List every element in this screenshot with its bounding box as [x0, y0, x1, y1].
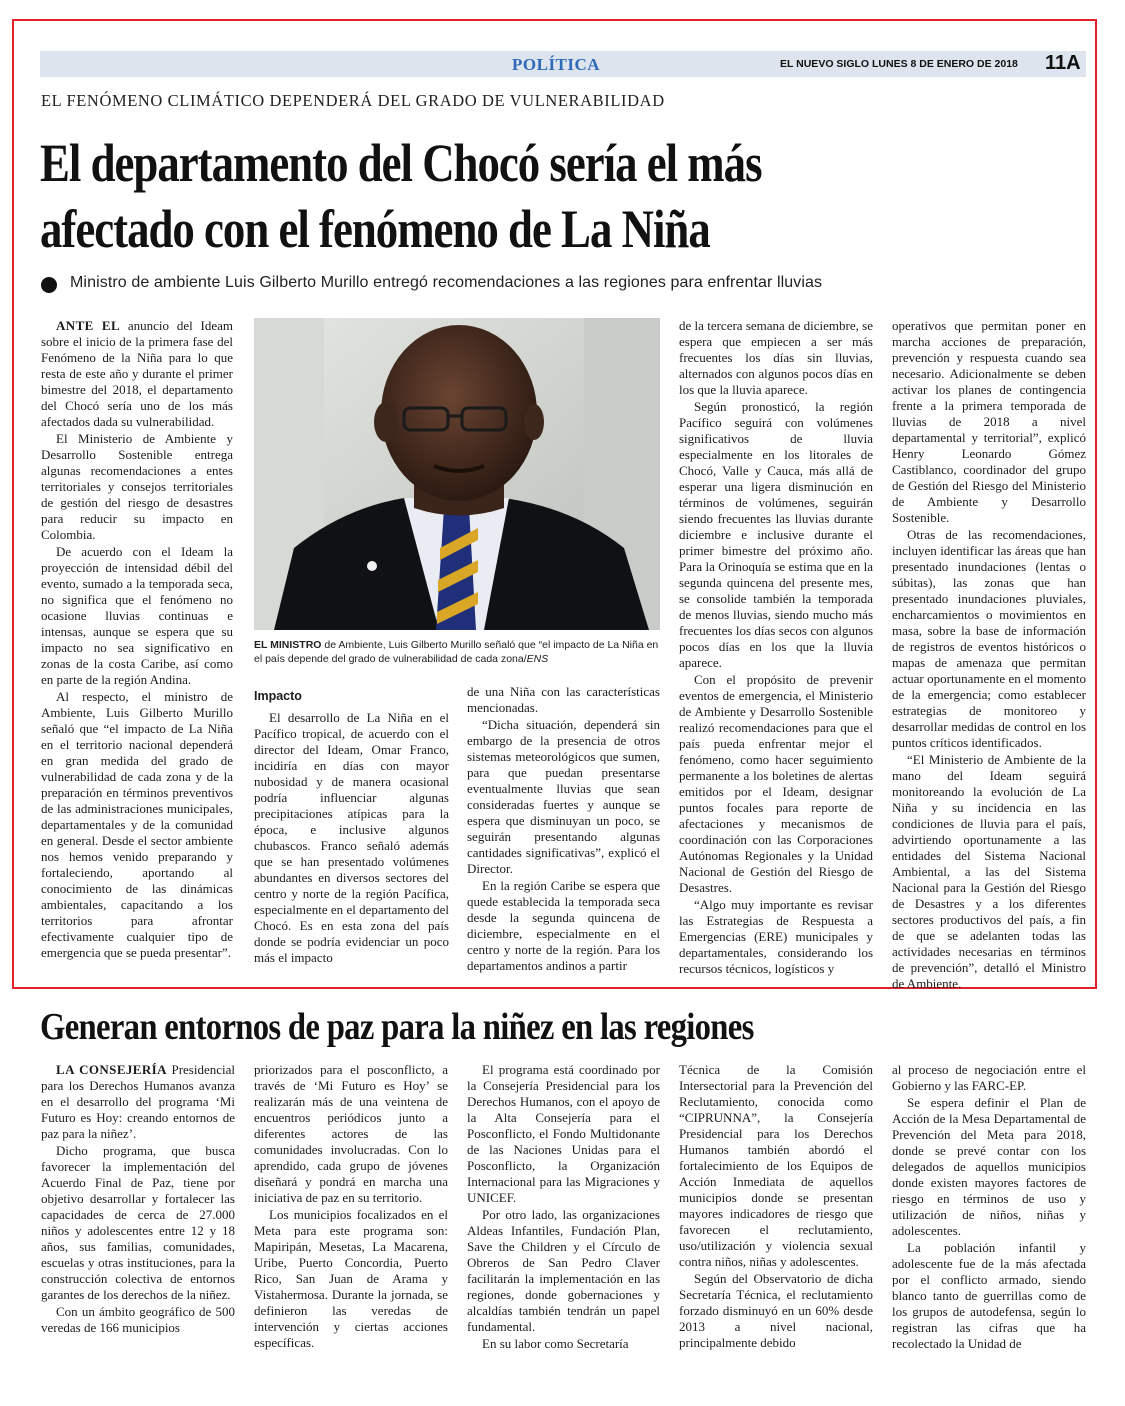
paragraph: De acuerdo con el Ideam la proyección de intensidad débil del evento, sumado a la temporada seca, no significa que el fenómeno no ocasione lluvias continuas e intensas, aunque se espera que su impacto no sea significativo en zonas de la costa Caribe, así como en parte de la región Andina.	[41, 544, 233, 687]
article2-headline: Generan entornos de paz para la niñez en las regiones	[40, 1006, 754, 1048]
article2-column-1	[41, 1062, 235, 1337]
paragraph: “Dicha situación, dependerá sin embargo de la presencia de otros sistemas meteorológicos que sumen, para que puedan presentarse eventualmente lluvias que sean consideradas fuertes y aunque se espera que disminuyan un poco, se seguirán presentando algunas cantidades significativas”, explicó el Director.	[467, 717, 660, 876]
article1-column-1	[41, 318, 233, 962]
paragraph: de la tercera semana de diciembre, se espera que empiecen a ser más frecuentes los días sin lluvias, alternados con algunos pocos días en los que la lluvia aparece.	[679, 318, 873, 397]
bullet-icon	[41, 277, 57, 293]
paragraph: de una Niña con las características mencionadas.	[467, 684, 660, 715]
paragraph: Se espera definir el Plan de Acción de la Mesa Departamental de Prevención del Meta para 2018, donde se prevé contar con los delegados de aquellos municipios donde existen mayores factores de riesgo en términos de uso y utilización de niños, niñas y adolescentes.	[892, 1095, 1086, 1238]
subheading: Impacto	[254, 689, 302, 703]
article1-column-5	[892, 318, 1086, 993]
article-kicker: EL FENÓMENO CLIMÁTICO DEPENDERÁ DEL GRADO DE VULNERABILIDAD	[41, 91, 665, 110]
article1-column-2	[254, 684, 449, 967]
publication-dateline: EL NUEVO SIGLO LUNES 8 DE ENERO DE 2018	[780, 58, 1018, 70]
paragraph: operativos que permitan poner en marcha acciones de preparación, prevención y respuesta cuando sea necesario. Adicionalmente se deben activar los planes de contingencia frente a la primera temporada de lluvias de 2018 a nivel departamental y territorial”, explicó Henry Leonardo Gómez Castiblanco, coordinador del grupo de Gestión del Riesgo del Ministerio de Ambiente y Desarrollo Sostenible.	[892, 318, 1086, 525]
lead-in: LA CONSEJERÍA	[56, 1062, 167, 1077]
paragraph: Por otro lado, las organizaciones Aldeas Infantiles, Fundación Plan, Save the Children y el Círculo de Obreros de San Pedro Claver facilitarán la implementación en las regiones, donde gobernaciones y alcaldías también tendrán un papel fundamental.	[467, 1207, 660, 1334]
paragraph: Con un ámbito geográfico de 500 veredas de 166 municipios	[41, 1304, 235, 1335]
lead-in: ANTE EL	[56, 318, 121, 333]
paragraph: Según del Observatorio de dicha Secretaría Técnica, el reclutamiento forzado disminuyó en un 60% desde 2013 a nivel nacional, principalmente debido	[679, 1271, 873, 1350]
paragraph: El Ministerio de Ambiente y Desarrollo Sostenible entrega algunas recomendaciones a entes territoriales y consejos territoriales de gestión del riesgo de desastres para reducir su impacto en Colombia.	[41, 431, 233, 542]
article1-column-4	[679, 318, 873, 978]
article-headline	[40, 130, 1078, 262]
article2-column-2	[254, 1062, 448, 1352]
paragraph: “Algo muy importante es revisar las Estrategias de Respuesta a Emergencias (ERE) municipales y departamentales, considerando los recursos técnicos, logísticos y	[679, 897, 873, 976]
minister-photo	[254, 318, 660, 630]
paragraph: “El Ministerio de Ambiente de la mano del Ideam seguirá monitoreando la evolución de La Niña y su incidencia en las condiciones de lluvia para el país, advirtiendo oportunamente a las entidades del Sistema Nacional Ambiental, a las del Sistema Nacional para la Gestión del Riesgo de Desastres y a los diferentes sectores productivos del país, a fin de que se adelanten todas las actividades necesarias en términos de prevención”, detalló el Ministro de Ambiente.	[892, 752, 1086, 991]
headline-line-1: El departamento del Chocó sería el más	[40, 133, 762, 193]
caption-text: de Ambiente, Luis Gilberto Murillo señaló que “el impacto de La Niña en el país depende del grado de vulnerabilidad de cada zona/	[254, 639, 659, 665]
caption-credit: ENS	[526, 653, 549, 665]
paragraph: En su labor como Secretaría	[482, 1336, 629, 1351]
paragraph: Al respecto, el ministro de Ambiente, Luis Gilberto Murillo señaló que “el impacto de La Niña en el territorio nacional dependerá en gran medida del grado de vulnerabilidad de cada zona y de la preparación en términos preventivos de las administraciones municipales, departamentales y de la comunidad en general. Desde el sector ambiente nos hemos venido preparando y fortaleciendo, aportando al conocimiento de las dinámicas ambientales, capacitando a los territorios para afrontar efectivamente cualquier tipo de emergencia que se pueda presentar”.	[41, 689, 233, 960]
paragraph: El desarrollo de La Niña en el Pacífico tropical, de acuerdo con el director del Ideam, Omar Franco, incidiría en días con mayor nubosidad y de manera ocasional podría influenciar algunas precipitaciones atípicas para la época, e inclusive algunos chubascos. Franco señaló además que se han presentado volúmenes abundantes en diversos sectores del centro y norte de la región Pacífica, especialmente en el departamento del Chocó. Es en esta zona del país donde se podría evidenciar un poco más el impacto	[254, 710, 449, 965]
paragraph: Técnica de la Comisión Intersectorial para la Prevención del Reclutamiento, conocida como “CIPRUNNA”, la Consejería Presidencial para los Derechos Humanos también abordó el fortalecimiento de los Equipos de Acción Inmediata de aquellos municipios donde se presentan mayores indicadores de riesgo que favorecen el reclutamiento, uso/utilización y violencia sexual contra niños, niñas y adolescentes.	[679, 1062, 873, 1269]
paragraph: Presidencial para los Derechos Humanos avanza en el desarrollo del programa ‘Mi Futuro es Hoy: creando entornos de paz para la niñez’.	[41, 1062, 235, 1141]
article2-column-5	[892, 1062, 1086, 1353]
section-label: POLÍTICA	[512, 55, 601, 74]
paragraph: El programa está coordinado por la Consejería Presidencial para los Derechos Humanos, con el apoyo de la Alta Consejería para el Posconflicto, el Fondo Multidonante de las Naciones Unidas para el Posconflicto, la Organización Internacional para las Migraciones y UNICEF.	[467, 1062, 660, 1205]
paragraph: La población infantil y adolescente fue de la más afectada por el conflicto armado, siendo blanco tanto de guerrillas como de los grupos de autodefensa, según lo registran las cifras que ha recolectado la Unidad de	[892, 1240, 1086, 1351]
paragraph: Otras de las recomendaciones, incluyen identificar las áreas que han presentado inundaciones (lentas o súbitas), las zonas que han presentado inundaciones pluviales, encharcamientos o movimientos en masa, sobre la base de información de registros de eventos históricos o mapas de amenaza que permitan actuar oportunamente en el momento de la emergencia; como establecer estrategias de monitoreo y desarrollar medidas de control en los puntos críticos identificados.	[892, 527, 1086, 750]
paragraph: Dicho programa, que busca favorecer la implementación del Acuerdo Final de Paz, tiene por objetivo desarrollar y fortalecer las capacidades de cerca de 27.000 niños y adolescentes entre 12 y 18 años, sus familias, comunidades, escuelas y otras instituciones, para la construcción colectiva de entornos garantes de los derechos de la niñez.	[41, 1143, 235, 1302]
paragraph: En la región Caribe se espera que quede establecida la temporada seca desde la segunda quincena de diciembre, especialmente en el centro y norte de la región. Para los departamentos andinos a partir	[467, 878, 660, 973]
photo-caption	[254, 638, 662, 666]
paragraph: priorizados para el posconflicto, a través de ‘Mi Futuro es Hoy’ se realizarán más de una veintena de encuentros periódicos junto a diferentes actores de las comunidades involucradas. Con lo aprendido, cada grupo de jóvenes diseñará y pondrá en marcha una iniciativa de paz en su territorio.	[254, 1062, 448, 1205]
article-subhead: Ministro de ambiente Luis Gilberto Murillo entregó recomendaciones a las regiones para enfrentar lluvias	[70, 274, 823, 291]
paragraph: al proceso de negociación entre el Gobierno y las FARC-EP.	[892, 1062, 1086, 1093]
paragraph: Con el propósito de prevenir eventos de emergencia, el Ministerio de Ambiente y Desarrollo Sostenible realizó recomendaciones para que el país pueda enfrentar mejor el fenómeno, como hacer seguimiento permanente a los boletines de alertas emitidos por el Ideam, designar puntos focales para reporte de afectaciones y mecanismos de coordinación con las Corporaciones Autónomas Regionales y la Unidad Nacional de Gestión del Riesgo de Desastres.	[679, 672, 873, 895]
paragraph: anuncio del Ideam sobre el inicio de la primera fase del Fenómeno de la Niña para lo que resta de este año y durante el primer bimestre del 2018, el departamento del Chocó sería uno de los más afectados dada su vulnerabilidad.	[41, 318, 234, 429]
paragraph: Según pronosticó, la región Pacífico seguirá con volúmenes significativos de lluvia especialmente en los litorales de Chocó, Valle y Cauca, más allá de esperar una ligera disminución en términos de volúmenes, seguirán siendo frecuentes las lluvias durante diciembre e inclusive durante el primer bimestre del próximo año. Para la Orinoquía se estima que en la segunda quincena del presente mes, se consolide también la temporada de menos lluvias, siendo mucho más frecuentes los días secos con algunos pocos días en los que la lluvia aparece.	[679, 399, 873, 670]
article2-column-4	[679, 1062, 873, 1352]
article1-column-3	[467, 684, 660, 975]
article2-column-3	[467, 1062, 660, 1353]
page-number: 11A	[1045, 52, 1081, 74]
headline-line-2: afectado con el fenómeno de La Niña	[40, 199, 710, 259]
caption-lead: EL MINISTRO	[254, 639, 322, 651]
paragraph: Los municipios focalizados en el Meta para este programa son: Mapiripán, Mesetas, La Macarena, Uribe, Puerto Concordia, Puerto Rico, San Juan de Arama y Vistahermosa. Durante la jornada, se definieron las veredas de intervención y ciertas acciones específicas.	[254, 1207, 448, 1350]
